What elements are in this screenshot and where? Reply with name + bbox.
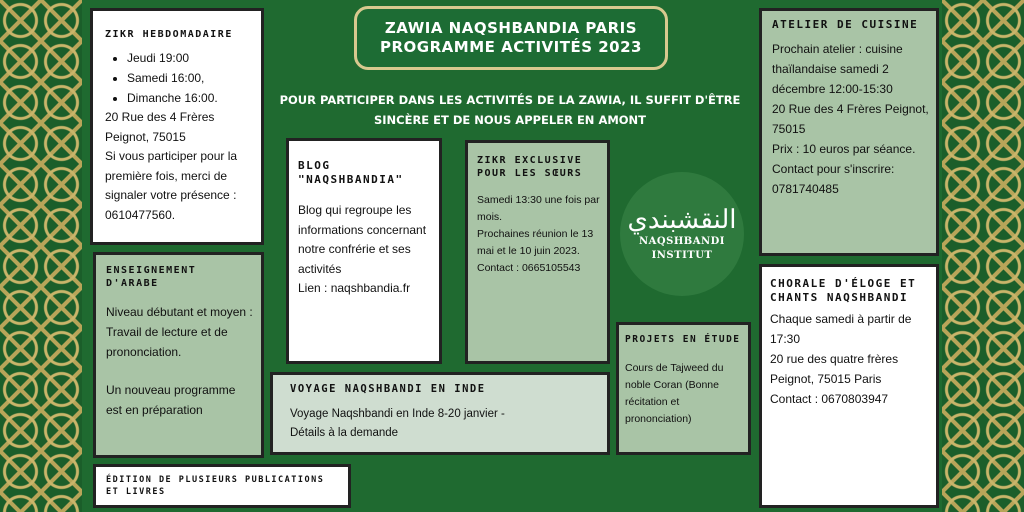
chorale-text: Chaque samedi à partir de 17:30 — [770, 312, 912, 346]
arabe-text-2: Un nouveau programme est en préparation — [106, 383, 236, 417]
cuisine-address: 20 Rue des 4 Frères Peignot, 75015 — [772, 102, 929, 136]
zikr-hebdo-card — [90, 8, 264, 245]
soeurs-text-1: Samedi 13:30 une fois par mois. — [477, 194, 600, 223]
voyage-text: Voyage Naqshbandi en Inde 8-20 janvier - Détails à la demande — [290, 408, 505, 439]
blog-card — [286, 138, 442, 364]
projets-heading: PROJETS EN ÉTUDE — [625, 334, 741, 345]
institut-logo — [620, 172, 744, 296]
edition-card — [93, 464, 351, 508]
soeurs-contact: Contact : 0665105543 — [477, 262, 581, 274]
banner-line-2: SINCÈRE ET DE NOUS APPELER EN AMONT — [373, 113, 647, 127]
soeurs-text-2: Prochaines réunion le 13 mai et le 10 juin 2023. — [477, 228, 594, 257]
voyage-card — [270, 372, 610, 455]
zikr-hebdo-address-1: 20 Rue des 4 Frères — [105, 110, 215, 124]
zikr-hebdo-heading: ZIKR HEBDOMADAIRE — [105, 29, 233, 40]
soeurs-heading: ZIKR EXCLUSIVE POUR LES SŒURS — [477, 155, 583, 179]
logo-calligraphy: النقشبندي — [627, 205, 737, 235]
list-item: • Samedi 16:00, — [127, 68, 253, 88]
left-ornament-border — [0, 0, 82, 512]
arabe-text-1: Niveau débutant et moyen : Travail de lecture et de prononciation. — [106, 305, 253, 359]
chorale-heading: CHORALE D'ÉLOGE ET CHANTS NAQSHBANDI — [770, 277, 917, 304]
zikr-hebdo-note: Si vous participer pour la première fois, merci de signaler votre présence : 0610477560. — [105, 149, 238, 222]
page-title — [354, 6, 668, 70]
arabe-card — [93, 252, 264, 458]
logo-text-1: NAQSHBANDI — [639, 236, 725, 247]
cuisine-card — [759, 8, 939, 256]
logo-text-2: INSTITUT — [651, 250, 713, 261]
projets-text: Cours de Tajweed du noble Coran (Bonne récitation et prononciation) — [625, 362, 724, 425]
info-banner — [275, 90, 745, 130]
blog-text: Blog qui regroupe les informations concernant notre confrérie et ses activités — [298, 203, 427, 276]
chorale-address: 20 rue des quatre frères Peignot, 75015 Paris — [770, 352, 899, 386]
voyage-heading: VOYAGE NAQSHBANDI EN INDE — [290, 383, 486, 395]
chorale-card — [759, 264, 939, 508]
zikr-hebdo-list — [105, 48, 253, 108]
title-line-2: PROGRAMME ACTIVITÉS 2023 — [380, 38, 642, 56]
list-item: • Dimanche 16:00. — [127, 88, 253, 108]
cuisine-text: Prochain atelier : cuisine thaïlandaise samedi 2 décembre 12:00-15:30 — [772, 42, 903, 96]
cuisine-heading: ATELIER DE CUISINE — [772, 18, 919, 31]
blog-heading: BLOG "NAQSHBANDIA" — [298, 159, 404, 186]
projets-card — [616, 322, 751, 455]
chorale-contact: Contact : 0670803947 — [770, 392, 889, 406]
soeurs-card — [465, 140, 610, 364]
arabe-heading: ENSEIGNEMENT D'ARABE — [106, 265, 197, 289]
banner-line-1: POUR PARTICIPER DANS LES ACTIVITÉS DE LA ZAWIA, IL SUFFIT D'ÊTRE — [279, 93, 741, 107]
blog-link[interactable]: Lien : naqshbandia.fr — [298, 281, 411, 295]
edition-heading: ÉDITION DE PLUSIEURS PUBLICATIONS ET LIVRES — [106, 475, 325, 497]
title-line-1: ZAWIA NAQSHBANDIA PARIS — [384, 19, 638, 38]
cuisine-price: Prix : 10 euros par séance. Contact pour s'inscrire: 0781740485 — [772, 142, 916, 196]
zikr-hebdo-address-2: Peignot, 75015 — [105, 129, 186, 144]
list-item: • Jeudi 19:00 — [127, 48, 253, 68]
right-ornament-border — [942, 0, 1024, 512]
